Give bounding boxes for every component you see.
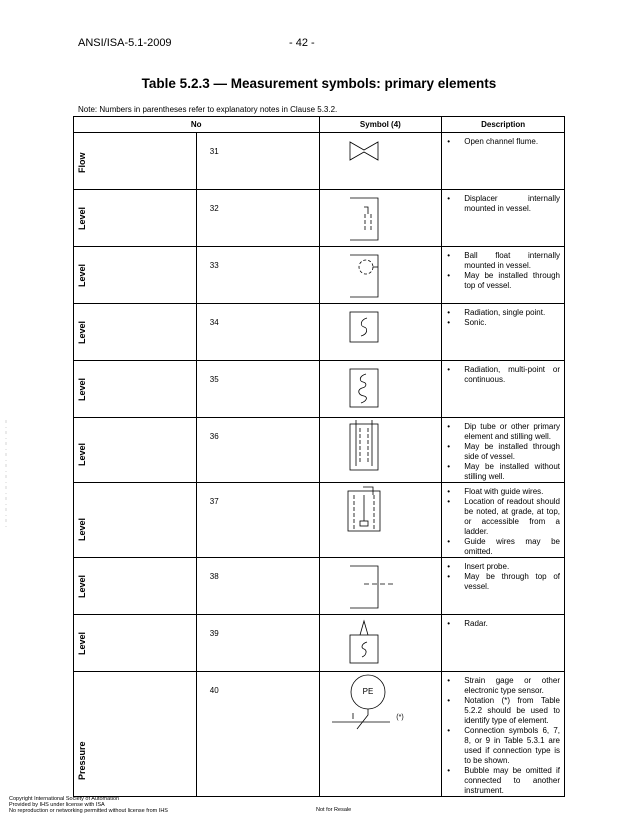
category-cell	[74, 672, 197, 797]
description-cell	[442, 304, 565, 361]
description-cell	[442, 133, 565, 190]
description-bullet: • Sonic.	[442, 318, 560, 328]
category-label: Level	[77, 517, 87, 541]
displacer-icon	[320, 190, 408, 246]
description-bullet: • Displacer internally mounted in vessel.	[442, 194, 560, 214]
radiation-multipoint-icon	[320, 361, 408, 417]
description-cell	[442, 672, 565, 797]
description-bullet: • Radar.	[442, 619, 560, 629]
row-number: 38	[209, 572, 219, 581]
table-row	[74, 418, 565, 483]
radiation-single-point-icon	[320, 304, 408, 360]
category-label: Level	[77, 320, 87, 344]
description-bullet: • Radiation, single point.	[442, 308, 560, 318]
insert-probe-icon	[320, 558, 408, 614]
symbol-cell	[319, 304, 442, 361]
description-bullet: • May be through top of vessel.	[442, 572, 560, 592]
description-bullet: • Radiation, multi-point or continuous.	[442, 365, 560, 385]
description-bullet: • Strain gage or other electronic type sensor.	[442, 676, 560, 696]
category-label: Pressure	[77, 741, 87, 780]
description-cell	[442, 247, 565, 304]
symbol-cell	[319, 247, 442, 304]
category-label: Level	[77, 442, 87, 466]
footer-copyright: Copyright International Society of Automation	[9, 796, 120, 802]
row-number: 34	[209, 318, 219, 327]
notation-label: (*)	[395, 714, 404, 721]
description-bullet: • Dip tube or other primary element and stilling well.	[442, 422, 560, 442]
number-cell	[196, 247, 319, 304]
table-row	[74, 247, 565, 304]
number-cell	[196, 304, 319, 361]
number-cell	[196, 418, 319, 483]
number-cell	[196, 361, 319, 418]
category-label: Level	[77, 574, 87, 598]
symbol-cell	[319, 418, 442, 483]
number-cell	[196, 672, 319, 797]
description-cell	[442, 190, 565, 247]
description-bullet: • Connection symbols 6, 7, 8, or 9 in Table 5.3.1 are used if connection type is to be shown.	[442, 726, 560, 766]
description-cell	[442, 558, 565, 615]
bubble-label: PE	[362, 687, 373, 696]
description-bullet: • May be installed through top of vessel.	[442, 271, 560, 291]
description-cell	[442, 483, 565, 558]
symbol-cell	[319, 190, 442, 247]
open-channel-flume-icon	[320, 133, 408, 189]
number-cell	[196, 190, 319, 247]
table-row	[74, 672, 565, 797]
table-row	[74, 558, 565, 615]
category-cell	[74, 615, 197, 672]
table-title: Table 5.2.3 — Measurement symbols: primary elements	[141, 76, 497, 91]
description-bullet: • Open channel flume.	[442, 137, 560, 147]
dip-tube-icon	[320, 418, 408, 474]
strain-gage-icon	[320, 672, 408, 740]
category-cell	[74, 133, 197, 190]
footer-license: Provided by IHS under license with ISA	[9, 802, 105, 808]
number-cell	[196, 133, 319, 190]
column-header-description: Description	[442, 117, 565, 133]
description-bullet: • May be installed without stilling well.	[442, 462, 560, 482]
description-bullet: • Insert probe.	[442, 562, 560, 572]
row-number: 40	[209, 686, 219, 695]
table-header-row	[74, 117, 565, 133]
page-number: - 42 -	[289, 37, 315, 49]
table-row	[74, 304, 565, 361]
ball-float-icon	[320, 247, 408, 303]
table-note: Note: Numbers in parentheses refer to explanatory notes in Clause 5.3.2.	[78, 105, 338, 114]
number-cell	[196, 558, 319, 615]
column-header-symbol: Symbol (4)	[319, 117, 442, 133]
description-cell	[442, 361, 565, 418]
category-label: Level	[77, 206, 87, 230]
description-bullet: • May be installed through side of vessel.	[442, 442, 560, 462]
number-cell	[196, 483, 319, 558]
document-id: ANSI/ISA-5.1-2009	[78, 37, 172, 49]
description-bullet: • Guide wires may be omitted.	[442, 537, 560, 557]
row-number: 37	[209, 497, 219, 506]
float-guide-wires-icon	[320, 483, 408, 539]
category-cell	[74, 190, 197, 247]
category-cell	[74, 247, 197, 304]
measurement-symbols-table	[73, 116, 565, 797]
row-number: 33	[209, 261, 219, 270]
number-cell	[196, 615, 319, 672]
category-cell	[74, 361, 197, 418]
category-label: Level	[77, 263, 87, 287]
description-cell	[442, 418, 565, 483]
table-row	[74, 483, 565, 558]
footer-reproduction: No reproduction or networking permitted without license from IHS	[9, 808, 168, 814]
symbol-cell	[319, 361, 442, 418]
margin-scan-mark	[3, 420, 9, 530]
category-label: Flow	[77, 152, 87, 173]
category-cell	[74, 304, 197, 361]
row-number: 31	[209, 147, 219, 156]
table-row	[74, 190, 565, 247]
description-bullet: • Bubble may be omitted if connected to another instrument.	[442, 766, 560, 796]
table-row	[74, 615, 565, 672]
row-number: 39	[209, 629, 219, 638]
category-label: Level	[77, 377, 87, 401]
column-header-no: No	[74, 117, 320, 133]
radar-icon	[320, 615, 408, 671]
description-bullet: • Ball float internally mounted in vessel.	[442, 251, 560, 271]
table-row	[74, 133, 565, 190]
description-cell	[442, 615, 565, 672]
symbol-cell	[319, 558, 442, 615]
table-row	[74, 361, 565, 418]
category-label: Level	[77, 631, 87, 655]
description-bullet: • Float with guide wires.	[442, 487, 560, 497]
symbol-cell	[319, 133, 442, 190]
footer-not-for-resale: Not for Resale	[316, 807, 352, 813]
category-cell	[74, 483, 197, 558]
row-number: 36	[209, 432, 219, 441]
symbol-cell	[319, 483, 442, 558]
row-number: 35	[209, 375, 219, 384]
description-bullet: • Notation (*) from Table 5.2.2 should be used to identify type of element.	[442, 696, 560, 726]
symbol-cell	[319, 672, 442, 797]
symbol-cell	[319, 615, 442, 672]
category-cell	[74, 558, 197, 615]
category-cell	[74, 418, 197, 483]
row-number: 32	[209, 204, 219, 213]
description-bullet: • Location of readout should be noted, at grade, at top, or accessible from a ladder.	[442, 497, 560, 537]
